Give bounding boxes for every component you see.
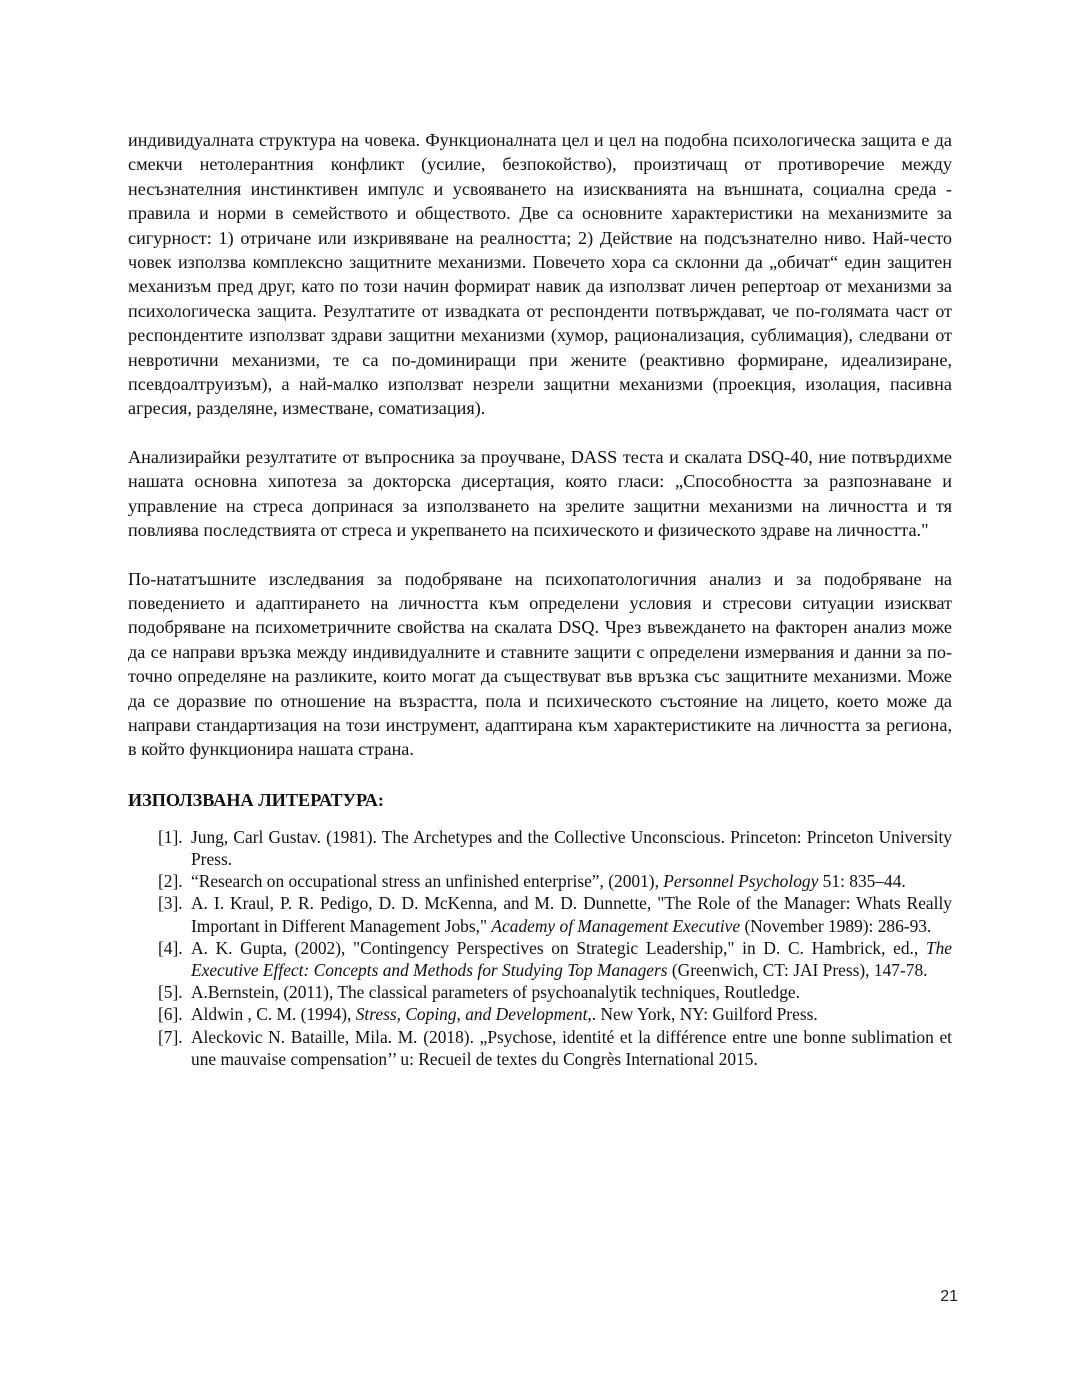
reference-number: [7]. (158, 1026, 183, 1047)
reference-item (128, 826, 952, 870)
reference-number: [5]. (158, 982, 183, 1003)
reference-text: Aldwin , C. M. (1994), (191, 1004, 356, 1025)
reference-item (128, 937, 952, 981)
reference-text: Aleckovic N. Bataille, Mila. M. (2018). „Psychose, identité et la différence entre une bonne sublimation et une mauvaise compensation’’ u: Recueil de textes du Congrès International 2015. (191, 1026, 952, 1069)
body-paragraph-2: Анализирайки резултатите от въпросника за проучване, DASS теста и скалата DSQ-40, ние потвърдихме нашата основна хипотеза за докторска дисертация, която гласи: „Способността за разпознаване и управление на стреса допринася за използването на зрелите защитни механизми на личността и тя повлиява последствията от стреса и укрепването на психическото и физическото здраве на личността." (128, 446, 952, 541)
reference-item (128, 1026, 952, 1070)
references-heading: ИЗПОЛЗВАНА ЛИТЕРАТУРА: (128, 789, 384, 810)
reference-text: “Research on occupational stress an unfinished enterprise”, (2001), (191, 871, 664, 892)
reference-source-title: Academy of Management Executive (491, 915, 741, 936)
body-paragraph-3: По-нататъшните изследвания за подобряване на психопатологичния анализ и за подобряване на поведението и адаптирането на личността към определени условия и стресови ситуации изискват подобряване на психометричните свойства на скалата DSQ. Чрез въвеждането на факторен анализ може да се направи връзка между индивидуалните и ставните защити с определени измервания и данни за по-точно определяне на разликите, които могат да съществуват във връзка със защитните механизми. Може да се доразвие по отношение на възрастта, пола и психическото състояние на лицето, което може да направи стандартизация на този инструмент, адаптирана към характеристиките на личността за региона, в който функционира нашата страна. (128, 568, 952, 760)
page-content (128, 128, 952, 1070)
reference-item (128, 870, 952, 892)
reference-text-tail: (Greenwich, CT: JAI Press), 147-78. (667, 959, 928, 980)
reference-item (128, 892, 952, 936)
reference-list (128, 826, 952, 1070)
reference-number: [1]. (158, 826, 183, 847)
reference-text-tail: 51: 835–44. (818, 871, 906, 892)
reference-text: A. I. Kraul, P. R. Pedigo, D. D. McKenna, and M. D. Dunnette, "The Role of the Manager: Whats Really Important in Different Management Jobs," (191, 893, 952, 936)
body-paragraph-1: индивидуалната структура на човека. Функционалната цел и цел на подобна психологическа защита е да смекчи нетолерантния конфликт (усилие, безпокойство), произтичащ от противоречие между несъзнателния инстинктивен импулс и усвояването на изискванията на външната, социална среда - правила и норми в семейството и обществото. Две са основните характеристики на механизмите за сигурност: 1) отричане или изкривяване на реалността; 2) Действие на подсъзнателно ниво. Най-често човек използва комплексно защитните механизми. Повечето хора са склонни да „обичат“ един защитен механизъм пред друг, като по този начин формират навик да използват личен репертоар от механизми за психологическа защита. Резултатите от извадката от респонденти потвърждават, че по-голямата част от респондентите използват здрави защитни механизми (хумор, рационализация, сублимация), следвани от невротични механизми, те са по-доминиращи при жените (реактивно формиране, идеализиране, псевдоалтруизъм), а най-малко използват незрели защитни механизми (проекция, изолация, пасивна агресия, разделяне, изместване, соматизация). (128, 130, 952, 419)
reference-source-title: The Executive Effect: Concepts and Methods for Studying Top Managers (191, 937, 952, 980)
reference-text: A.Bernstein, (2011), The classical parameters of psychoanalytik techniques, Routledge. (191, 982, 800, 1003)
page-number: 21 (940, 1288, 958, 1305)
reference-number: [2]. (158, 871, 183, 892)
reference-text: Jung, Carl Gustav. (1981). The Archetypes and the Collective Unconscious. Princeton: Princeton University Press. (191, 826, 952, 869)
reference-source-title: Stress, Coping, and Development, (355, 1004, 592, 1025)
reference-text-tail: (November 1989): 286-93. (740, 915, 932, 936)
reference-number: [6]. (158, 1004, 183, 1025)
reference-item (128, 1003, 952, 1025)
reference-item (128, 981, 952, 1003)
reference-number: [3]. (158, 893, 183, 914)
reference-text: A. K. Gupta, (2002), "Contingency Perspectives on Strategic Leadership," in D. C. Hambrick, ed., (191, 937, 926, 958)
reference-text-tail: . New York, NY: Guilford Press. (591, 1004, 818, 1025)
reference-source-title: Personnel Psychology (663, 871, 819, 892)
reference-number: [4]. (158, 937, 183, 958)
